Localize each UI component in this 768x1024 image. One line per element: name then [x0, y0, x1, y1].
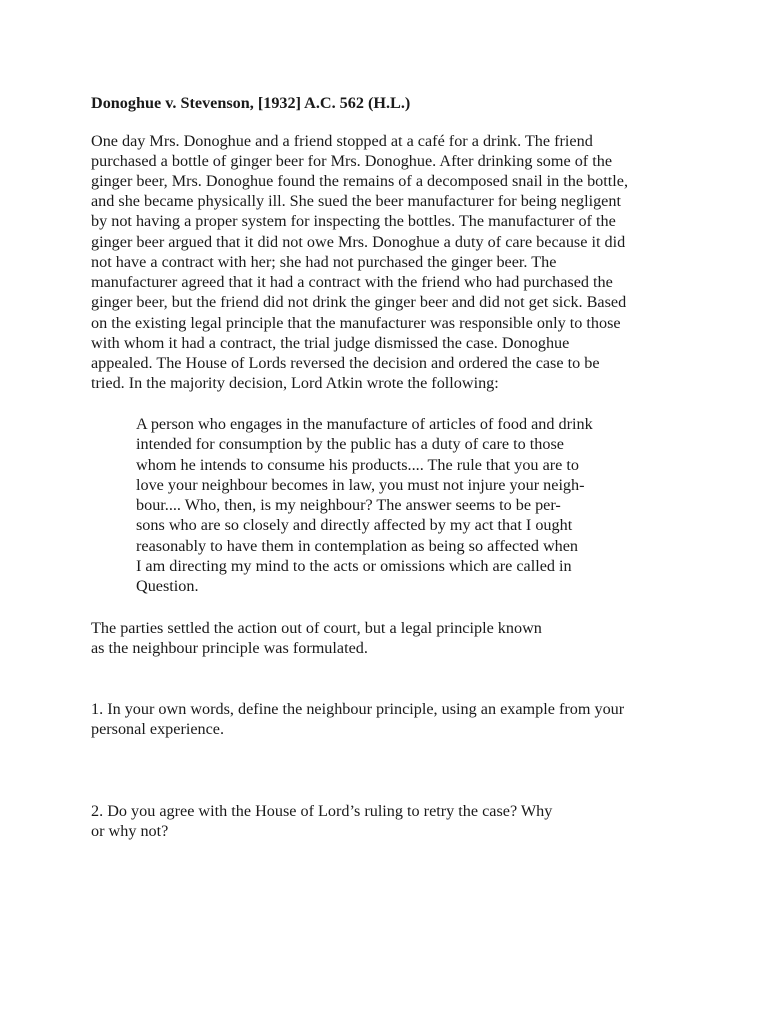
quote-line: love your neighbour becomes in law, you must not injure your neigh-	[136, 476, 585, 494]
quote-line: intended for consumption by the public has a duty of care to those	[136, 435, 564, 453]
question-line: or why not?	[91, 822, 169, 840]
intro-line: purchased a bottle of ginger beer for Mrs. Donoghue. After drinking some of the	[91, 152, 613, 170]
conclusion-line: as the neighbour principle was formulated.	[91, 639, 368, 657]
intro-line: with whom it had a contract, the trial judge dismissed the case. Donoghue	[91, 334, 570, 352]
question-line: 2. Do you agree with the House of Lord’s ruling to retry the case? Why	[91, 802, 553, 820]
question-line: 1. In your own words, define the neighbour principle, using an example from your	[91, 700, 625, 718]
intro-line: ginger beer, but the friend did not drink the ginger beer and did not get sick. Based	[91, 293, 627, 311]
quote-line: Question.	[136, 577, 199, 595]
intro-line: appealed. The House of Lords reversed the decision and ordered the case to be	[91, 354, 600, 372]
intro-line: One day Mrs. Donoghue and a friend stopped at a café for a drink. The friend	[91, 132, 593, 150]
question-line: personal experience.	[91, 720, 225, 738]
quote-line: bour.... Who, then, is my neighbour? The answer seems to be per-	[136, 496, 561, 514]
quote-line: sons who are so closely and directly affected by my act that I ought	[136, 516, 573, 534]
quote-line: I am directing my mind to the acts or omissions which are called in	[136, 557, 572, 575]
intro-line: and she became physically ill. She sued the beer manufacturer for being negligent	[91, 192, 621, 210]
intro-line: ginger beer argued that it did not owe Mrs. Donoghue a duty of care because it did	[91, 233, 626, 251]
quote-line: whom he intends to consume his products.... The rule that you are to	[136, 456, 579, 474]
intro-line: on the existing legal principle that the manufacturer was responsible only to those	[91, 314, 621, 332]
conclusion-line: The parties settled the action out of court, but a legal principle known	[91, 619, 542, 637]
intro-line: tried. In the majority decision, Lord Atkin wrote the following:	[91, 374, 499, 392]
intro-line: manufacturer agreed that it had a contract with the friend who had purchased the	[91, 273, 613, 291]
intro-line: not have a contract with her; she had not purchased the ginger beer. The	[91, 253, 557, 271]
intro-line: ginger beer, Mrs. Donoghue found the remains of a decomposed snail in the bottle,	[91, 172, 629, 190]
quote-line: A person who engages in the manufacture of articles of food and drink	[136, 415, 593, 433]
quote-line: reasonably to have them in contemplation as being so affected when	[136, 537, 579, 555]
intro-line: by not having a proper system for inspecting the bottles. The manufacturer of the	[91, 212, 616, 230]
case-title: Donoghue v. Stevenson, [1932] A.C. 562 (H.L.)	[91, 94, 411, 112]
